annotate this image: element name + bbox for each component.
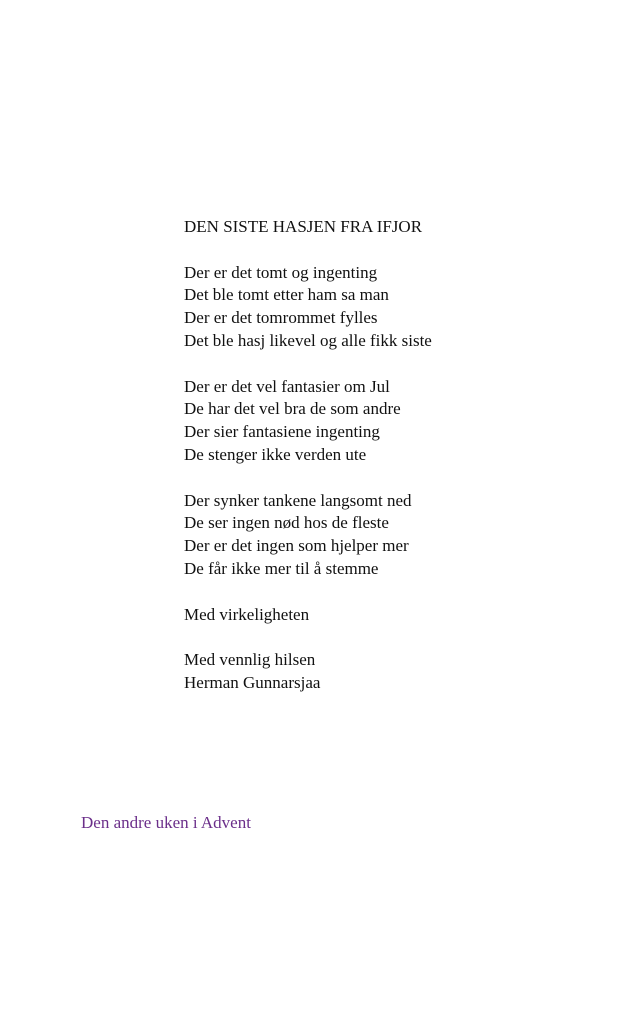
poem-line: De har det vel bra de som andre <box>184 399 401 419</box>
poem-line: Det ble tomt etter ham sa man <box>184 285 389 305</box>
poem-line: Der sier fantasiene ingenting <box>184 422 380 442</box>
signature <box>184 649 604 695</box>
author-name: Herman Gunnarsjaa <box>184 672 321 692</box>
poem-line: De ser ingen nød hos de fleste <box>184 513 389 533</box>
footer-caption: Den andre uken i Advent <box>81 813 251 832</box>
closing-greeting: Med vennlig hilsen <box>184 650 316 670</box>
stanza-1 <box>184 262 604 353</box>
poem-line: Med virkeligheten <box>184 604 310 624</box>
poem <box>184 216 604 718</box>
poem-line: Der er det tomrommet fylles <box>184 308 378 328</box>
poem-line: Der synker tankene langsomt ned <box>184 490 412 510</box>
stanza-4 <box>184 604 604 627</box>
poem-line: Der er det ingen som hjelper mer <box>184 536 409 556</box>
poem-line: Der er det tomt og ingenting <box>184 262 378 282</box>
poem-line: De får ikke mer til å stemme <box>184 558 379 578</box>
poem-title: DEN SISTE HASJEN FRA IFJOR <box>184 217 423 236</box>
poem-line: De stenger ikke verden ute <box>184 444 367 464</box>
poem-line: Det ble hasj likevel og alle fikk siste <box>184 330 432 350</box>
stanza-3 <box>184 490 604 581</box>
poem-line: Der er det vel fantasier om Jul <box>184 376 390 396</box>
stanza-2 <box>184 376 604 467</box>
